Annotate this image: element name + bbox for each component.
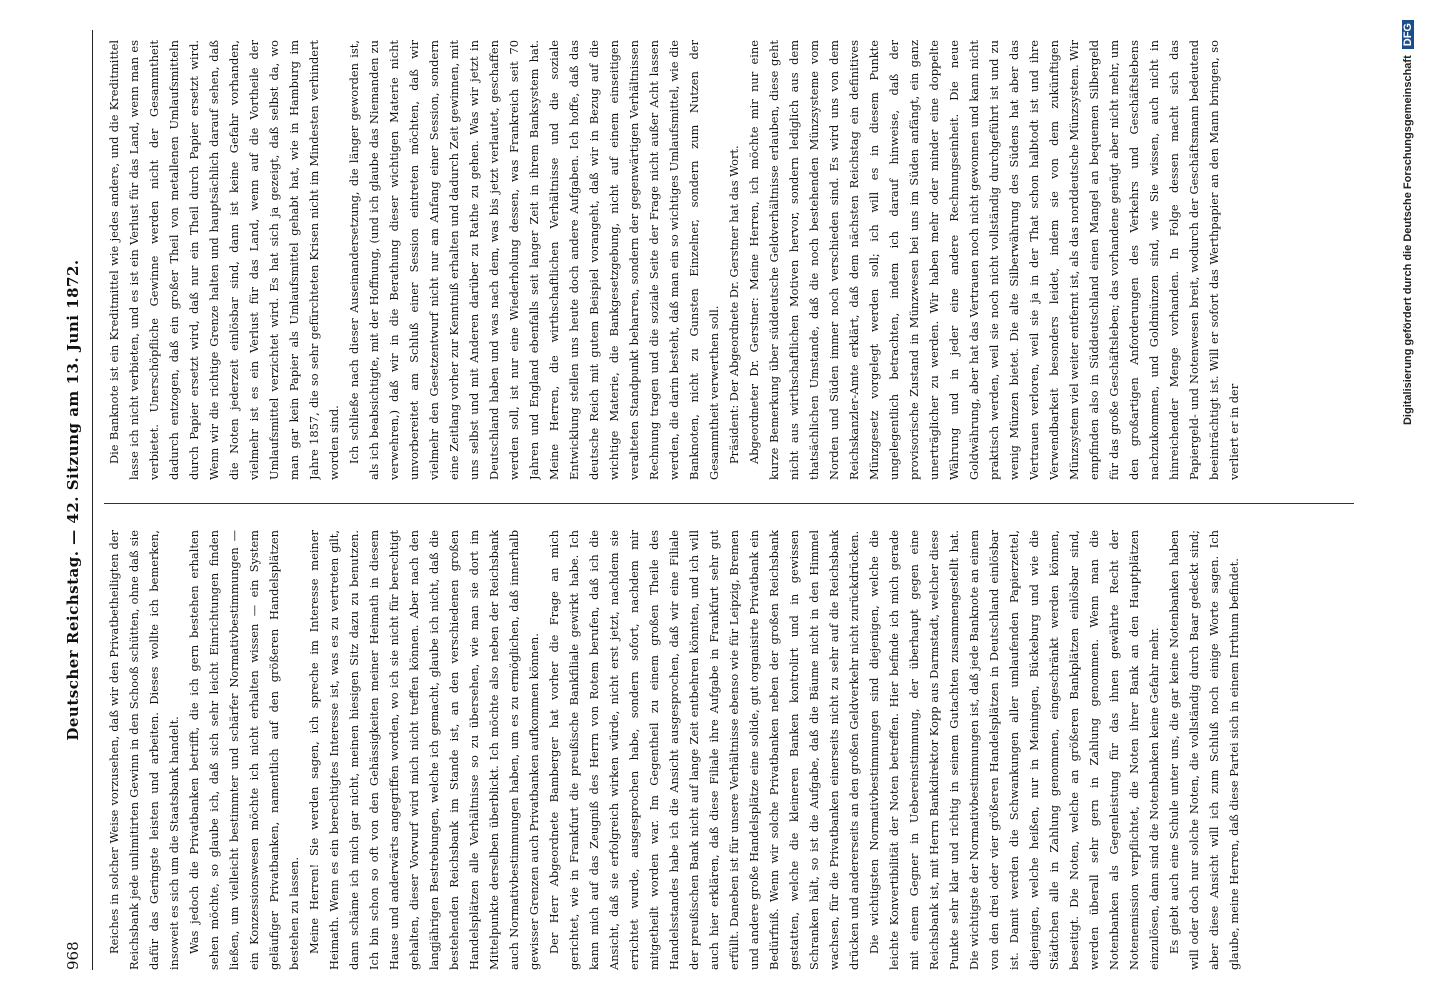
digitization-credit xyxy=(1388,20,1414,980)
right-column xyxy=(104,40,1374,480)
page-header xyxy=(60,30,88,970)
paragraph: Die Banknote ist ein Kreditmittel wie jedes andere, und die Kreditmittel lasse ich nicht verbieten, und es ist ein Verlust für das Land, wenn man es verbietet. Unerschöpfliche Gewinne werden nicht der Gesammtheit dadurch entzogen, daß ein großer Theil von metallenen Umlaufsmitteln durch Papier ersetzt wird, daß nur ein Theil durch Papier ersetzt wird. Wenn wir die richtige Grenze halten und hauptsächlich darauf sehen, daß die Noten jederzeit einlösbar sind, dann ist keine Gefahr vorhanden, vielmehr ist es ein Verlust für das Land, wenn auf die Vortheile der Umlaufsmittel verzichtet wird. Es hat sich ja gezeigt, daß selbst da, wo man gar kein Papier als Umlaufsmittel gehabt hat, wie in Hamburg im Jahre 1857, die so sehr gefürchteten Krisen nicht im Mindesten verhindert worden sind. xyxy=(107,40,341,480)
column-divider xyxy=(104,503,1354,504)
running-title: Deutscher Reichstag. — 42. Sitzung am 13. Juni 1872. xyxy=(64,259,82,741)
page-number: 968 xyxy=(64,941,82,970)
paragraph: Abgeordneter Dr. Gerstner: Meine Herren, ich möchte mir nur eine kurze Bemerkung über süddeutsche Geldverhältnisse erlauben, diese geht nicht aus wirthschaftlichen Motiven hervor, sondern lediglich aus dem thatsächlichen Umstande, daß die noch bestehenden Münzsysteme vom Norden und Süden immer noch verschieden sind. Es wird uns von dem Reichskanzler-Amte erklärt, daß dem nächsten Reichstag ein definitives Münzgesetz vorgelegt werden soll; ich will es in diesem Punkte ungelegentlich betrachten, indem ich darauf hinweise, daß der provisorische Zustand in Münzwesen bei uns im Süden anfängt, ein ganz unerträglicher zu werden. Wir haben mehr oder minder eine doppelte Währung und in jeder eine andere Rechnungseinheit. Die neue Goldwährung, aber hat das Vertrauen noch nicht gewonnen und kann nicht praktisch werden, weil sie noch nicht vollständig durchgeführt ist und zu wenig Münzen bietet. Die alte Silberwährung des Südens hat aber das Vertrauen verloren, weil sie ja in der That schon halbtodt ist und ihre Verwendbarkeit besonders leidet, indem sie von dem zukünftigen Münzsystem viel weiter entfernt ist, als das norddeutsche Münzsystem. Wir empfinden also in Süddeutschland einen Mangel an bequemen Silbergeld für das große Geschäftsleben; das vorhandene genügt aber nicht mehr, um den großartigen Anforderungen des Verkehrs und Geschäftslebens nachzukommen, und Goldmünzen sind, wie Sie wissen, auch nicht in hinreichender Menge vorhanden. In Folge dessen macht sich das Papiergeld- und Notenwesen breit, wodurch der Geschäftsmann bedeutend beeinträchtigt ist. Will er sofort das Werthpapier an den Mann bringen, so verliert er in der xyxy=(747,40,1241,480)
dfg-logo: DFG xyxy=(1402,20,1414,49)
paragraph: Der Herr Abgeordnete Bamberger hat vorher die Frage an mich gerichtet, wie in Frankfurt die preußische Bankfiliale gewirkt habe. Ich kann mich auf das Zeugniß des Herrn von Rotem berufen, daß ich die Ansicht, daß sie erfolgreich wirken würde, nicht erst jetzt, nachdem sie errichtet wurde, ausgesprochen habe, sondern sofort, nachdem mir mitgetheilt worden war. Im Gegentheil zu einem großen Theile des Handelsstandes habe ich die Ansicht ausgesprochen, daß wir eine Filiale der preußischen Bank nicht auf lange Zeit entbehren könnten, und ich will auch hier erklären, daß diese Filiale ihre Aufgabe in Frankfurt sehr gut erfüllt. Daneben ist für unsere Verhältnisse ebenso wie für Leipzig, Bremen und andere große Handelsplätze eine solide, gut organisirte Privatbank ein Bedürfniß. Wenn wir solche Privatbanken neben der großen Reichsbank gestatten, welche die kleineren Banken kontrolirt und in gewissen Schranken hält, so ist die Aufgabe, daß die Bäume nicht in den Himmel wachsen, für die Privatbanken einerseits nicht zu sehr auf die Reichsbank drücken und andererseits an den großen Geldverkehr nicht zurückdrücken. xyxy=(547,530,861,970)
paragraph: Meine Herren! Sie werden sagen, ich spreche im Interesse meiner Heimath. Wenn es ein berechtigtes Interesse ist, was es zu vertreten gilt, dann schäme ich mich gar nicht, meinen hiesigen Sitz dazu zu benutzen. Ich bin schon so oft von den Gehässigkeiten meiner Heimath in diesem Hause und anderwärts angegriffen worden, wo ich sie nicht für berechtigt gehalten, dieser Vorwurf wird mich nicht treffen können. Aber nach den langjährigen Bestrebungen, welche ich gemacht, glaube ich nicht, daß die bestehenden Reichsbank im Stande ist, an den verschiedenen großen Handelsplätzen alle Verhältnisse so zu übersehen, wie man sie dort im Mittelpunkte derselben überblickt. Ich möchte also neben der Reichsbank auch Normativbestimmungen haben, um es zu ermöglichen, daß innerhalb gewisser Grenzen auch Privatbanken aufkommen können. xyxy=(307,530,541,970)
paragraph: Präsident: Der Abgeordnete Dr. Gerstner hat das Wort. xyxy=(727,145,741,464)
left-column xyxy=(104,530,1374,970)
paragraph: Reiches in solcher Weise vorzusehen, daß wir den Privatbetheiligten der Reichsbank jede unlimitirten Gewinn in den Schooß schütten, ohne daß sie dafür das Geringste leisten und arbeiten. Dieses wollte ich bemerken, insoweit es sich um die Staatsbank handelt. xyxy=(107,530,181,970)
paragraph: Was jedoch die Privatbanken betrifft, die ich gern bestehen erhalten sehen möchte, so glaube ich, daß sich sehr leicht Einrichtungen finden ließen, um vielleicht bestimmter und schärfer Normativbestimmungen — ein Konzessionswesen möchte ich nicht erhalten wissen — ein System geläufiger Privatbanken, namentlich auf den größeren Handelsplätzen bestehen zu lassen. xyxy=(187,530,301,970)
credit-text: Digitalisierung gefördert durch die Deutsche Forschungsgemeinschaft xyxy=(1402,55,1414,426)
paragraph: Es giebt auch eine Schule unter uns, die gar keine Notenbanken haben will oder doch nur solche Noten, die vollständig durch Baar gedeckt sind; aber diese Ansicht will ich zum Schluß noch einige Worte sagen. Ich glaube, meine Herren, daß diese Partei sich in einem Irrthum befindet. xyxy=(1167,530,1241,970)
paragraph: Die wichtigsten Normativbestimmungen sind diejenigen, welche die leichte Konvertibilität der Noten betreffen. Hier befinde ich mich gerade mit einem Gegner in Uebereinstimmung, der überhaupt gegen eine Reichsbank ist, mit Herrn Bankdirektor Kopp aus Darmstadt, welcher diese Punkte sehr klar und richtig in seinem Gutachten zusammengestellt hat. Die wichtigste der Normativbestimmungen ist, daß jede Banknote an einem von den drei oder vier größeren Handelsplätzen in Deutschland einlösbar ist. Damit werden die Schwankungen aller umlaufenden Papierzettel, diejenigen, welche heißen, nur in Meiningen, Bückeburg und wie die Städtchen alle in Zahlung genommen, eingeschränkt werden können, beseitigt. Die Noten, welche an größeren Bankplätzen einlösbar sind, werden überall sehr gern in Zahlung genommen. Wenn man die Notenbanken als Gegenleistung für das ihnen gewährte Recht der Notenemission verpflichtet, die Noten ihrer Bank an den Hauptplätzen einzulösen, dann sind die Notenbanken keine Gefahr mehr. xyxy=(867,530,1161,970)
paragraph: Ich schließe nach dieser Auseinandersetzung, die länger geworden ist, als ich beabsichtigte, mit der Hoffnung, (und ich glaube das Niemanden zu verwehren,) daß wir in die Berathung dieser wichtigen Materie nicht unvorbereitet am Schluß einer Session eintreten möchten, daß wir vielmehr den Gesetzentwurf nicht nur am Anfang einer Session, sondern eine Zeitlang vorher zur Kenntniß erhalten und dadurch Zeit gewinnen, mit uns selbst und mit Anderen darüber zu Rathe zu gehen. Was wir jetzt in Deutschland haben und was nach dem, was bis jetzt verlautet, geschaffen werden soll, ist nur eine Wiederholung dessen, was Frankreich seit 70 Jahren und England ebenfalls seit langer Zeit in ihrem Banksystem hat. Meine Herren, die wirthschaftlichen Verhältnisse und die soziale Entwicklung stellen uns heute doch andere Aufgaben. Ich hoffe, daß das deutsche Reich mit gutem Beispiel vorangeht, daß wir in Bezug auf die wichtige Materie, die Bankgesetzgebung, nicht auf einem einseitigen veralteten Standpunkt beharren, sondern der gegenwärtigen Verhältnissen Rechnung tragen und die soziale Seite der Frage nicht außer Acht lassen werden, die darin besteht, daß man ein so wichtiges Umlaufsmittel, wie die Banknoten, nicht zu Gunsten Einzelner, sondern zum Nutzen der Gesammtheit verwerthen soll. xyxy=(347,40,721,480)
header-rule xyxy=(92,30,93,970)
